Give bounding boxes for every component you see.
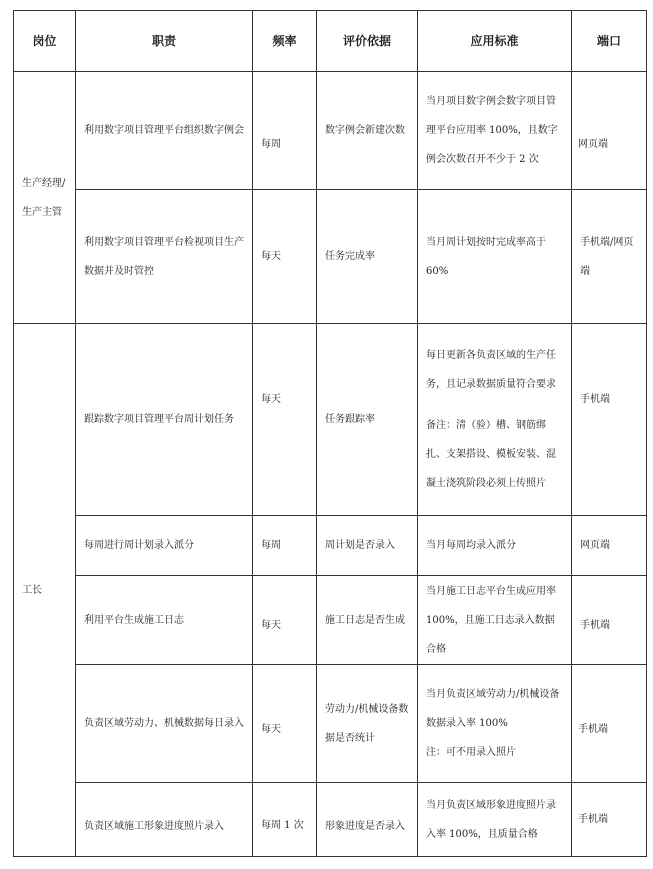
table-row <box>14 783 647 857</box>
basis-cell: 形象进度是否录入 <box>317 783 418 857</box>
basis-cell: 任务完成率 <box>317 190 418 324</box>
post-cell: 生产经理/生产主管 <box>14 72 76 324</box>
table-row <box>14 665 647 783</box>
table-row <box>14 324 647 516</box>
frequency-cell: 每天 <box>253 665 317 783</box>
duty-cell: 负责区域劳动力、机械数据每日录入 <box>76 665 253 783</box>
standard-text: 当月负责区域劳动力/机械设备数据录入率 100% <box>426 689 560 729</box>
duty-cell: 负责区域施工形象进度照片录入 <box>76 783 253 857</box>
frequency-cell: 每周 <box>253 72 317 190</box>
standard-cell <box>418 665 572 783</box>
frequency-cell: 每周 <box>253 516 317 576</box>
standard-cell <box>418 324 572 516</box>
header-row <box>14 11 647 72</box>
standard-cell: 当月每周均录入派分 <box>418 516 572 576</box>
duty-cell: 每周进行周计划录入派分 <box>76 516 253 576</box>
frequency-cell: 每周 1 次 <box>253 783 317 857</box>
standard-note: 注：可不用录入照片 <box>426 747 516 758</box>
standard-cell: 当月施工日志平台生成应用率 100%，且施工日志录入数据合格 <box>418 576 572 665</box>
table-row <box>14 72 647 190</box>
standard-cell: 当月周计划按时完成率高于 60% <box>418 190 572 324</box>
port-cell: 手机端 <box>572 576 647 665</box>
responsibility-table <box>13 10 647 857</box>
post-cell: 工长 <box>14 324 76 857</box>
port-cell: 网页端 <box>572 516 647 576</box>
port-cell: 手机端 <box>572 665 647 783</box>
basis-cell: 任务跟踪率 <box>317 324 418 516</box>
duty-cell: 跟踪数字项目管理平台周计划任务 <box>76 324 253 516</box>
standard-text: 每日更新各负责区域的生产任务，且记录数据质量符合要求 <box>426 350 556 390</box>
table-row <box>14 576 647 665</box>
table-row <box>14 190 647 324</box>
frequency-cell: 每天 <box>253 576 317 665</box>
port-cell: 手机端 <box>572 783 647 857</box>
basis-cell: 数字例会新建次数 <box>317 72 418 190</box>
standard-note: 备注：清（验）槽、钢筋绑扎、支架搭设、模板安装、混凝土浇筑阶段必须上传照片 <box>426 420 556 489</box>
duty-cell: 利用平台生成施工日志 <box>76 576 253 665</box>
frequency-cell: 每天 <box>253 190 317 324</box>
header-frequency: 频率 <box>253 11 317 72</box>
header-port: 端口 <box>572 11 647 72</box>
frequency-cell: 每天 <box>253 324 317 516</box>
standard-cell: 当月负责区域形象进度照片录入率 100%，且质量合格 <box>418 783 572 857</box>
header-duty: 职责 <box>76 11 253 72</box>
duty-cell: 利用数字项目管理平台检视项目生产数据并及时管控 <box>76 190 253 324</box>
basis-cell: 劳动力/机械设备数据是否统计 <box>317 665 418 783</box>
basis-cell: 周计划是否录入 <box>317 516 418 576</box>
header-post: 岗位 <box>14 11 76 72</box>
table-row <box>14 516 647 576</box>
port-cell: 网页端 <box>572 72 647 190</box>
standard-cell: 当月项目数字例会数字项目管理平台应用率 100%，且数字例会次数召开不少于 2 次 <box>418 72 572 190</box>
port-cell: 手机端 <box>572 324 647 516</box>
header-basis: 评价依据 <box>317 11 418 72</box>
duty-cell: 利用数字项目管理平台组织数字例会 <box>76 72 253 190</box>
port-cell: 手机端/网页端 <box>572 190 647 324</box>
header-standard: 应用标准 <box>418 11 572 72</box>
basis-cell: 施工日志是否生成 <box>317 576 418 665</box>
